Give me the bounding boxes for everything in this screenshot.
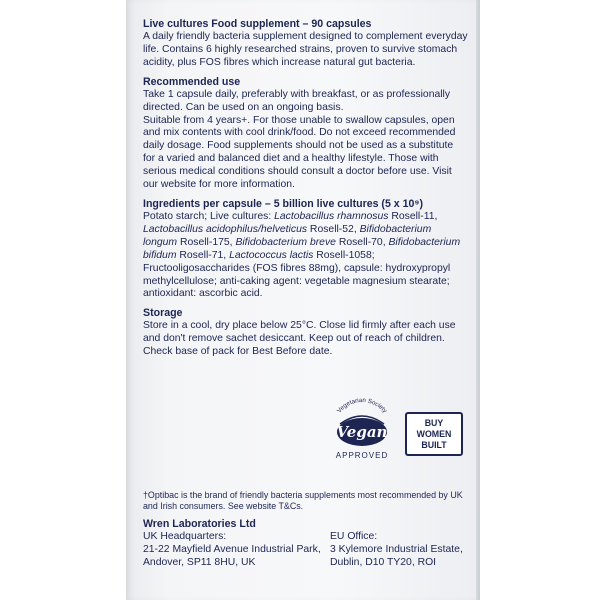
uk-address-label: UK Headquarters: [143,531,227,542]
eu-address-line: Dublin, D10 TY20, ROI [330,556,437,568]
uk-address [143,531,323,570]
uk-address-line: 21-22 Mayfield Avenue Industrial Park, [143,543,321,555]
ingredients-part: Rosell-1058; Fructooligosaccharides (FOS fibres 88mg), capsule: hydroxypropyl methylcellulose; anti-caking agent: vegetable magnesium stearate; antioxidant: ascorbic acid. [143,249,451,300]
ingredients-section [143,198,468,301]
badge-line-women: WOMEN [416,428,452,439]
eu-address-line: 3 Kylemore Industrial Estate, [330,543,463,555]
ingredients-part: Rosell-11, [388,210,438,222]
recommended-use-text: Take 1 capsule daily, preferably with breakfast, or as professionally directed. Can be used on an ongoing basis. [143,88,451,113]
strain-name: Bifidobacterium breve [235,236,336,248]
strain-name: Lactobacillus acidophilus/helveticus [143,223,308,235]
storage-section [143,307,468,359]
eu-address [330,531,470,570]
strain-name: Bifidobacterium longum [143,223,432,248]
recommended-use-section [143,76,468,192]
vegan-seal-word: Vegan [336,423,388,441]
label-text [143,18,468,365]
suitability-text: Suitable from 4 years+. For those unable to swallow capsules, open and mix contents with cool drink/food. Do not exceed recommended daily dosage. Food supplements should not be used as a substitute for a varied and balanced diet and a healthy lifestyle. Those with serious medical conditions should consult a doctor before use. Visit our website for more information. [143,114,456,191]
strain-name: Lactobacillus rhamnosus [274,210,389,222]
eu-address-label: EU Office: [330,531,378,542]
footnote: †Optibac is the brand of friendly bacteria supplements most recommended by UK and Irish consumers. See website T&Cs. [143,490,463,511]
certification-seals [0,388,600,478]
company-name: Wren Laboratories Ltd [143,518,256,530]
badge-line-buy: BUY [424,417,444,428]
storage-heading: Storage [143,307,183,320]
ingredients-text [143,211,468,301]
buy-women-built-badge [405,412,463,456]
ingredients-part: Rosell-175, [177,236,236,248]
vegan-seal-approved: APPROVED [335,451,389,460]
storage-text: Store in a cool, dry place below 25°C. Close lid firmly after each use and don't remove sachet desiccant. Keep out of reach of children. Check base of pack for Best Before date. [143,320,456,358]
product-title: Live cultures Food supplement – 90 capsules [143,18,372,30]
badge-line-built: BUILT [421,439,447,450]
vegan-approved-logo [320,388,404,472]
ingredients-part: Rosell-70, [335,236,389,248]
vegan-seal-top-text: Vegetarian Society [335,396,389,415]
ingredients-heading: Ingredients per capsule – 5 billion live cultures (5 x 10⁹) [143,197,423,210]
ingredients-part: Potato starch; Live cultures: [143,210,275,222]
strain-name: Lactococcus lactis [229,249,314,261]
package-edge [476,0,480,600]
recommended-use-heading: Recommended use [143,75,241,88]
uk-address-line: Andover, SP11 8HU, UK [143,556,256,568]
strain-name: Bifidobacterium bifidum [143,236,461,261]
product-description: A daily friendly bacteria supplement designed to complement everyday life. Contains 6 highly researched strains, proven to survive stomach acidity, plus FOS fibres which increase natural gut bacteria. [143,31,468,68]
ingredients-part: Rosell-52, [307,223,360,235]
product-section [143,18,468,70]
ingredients-part: Rosell-71, [176,249,230,261]
